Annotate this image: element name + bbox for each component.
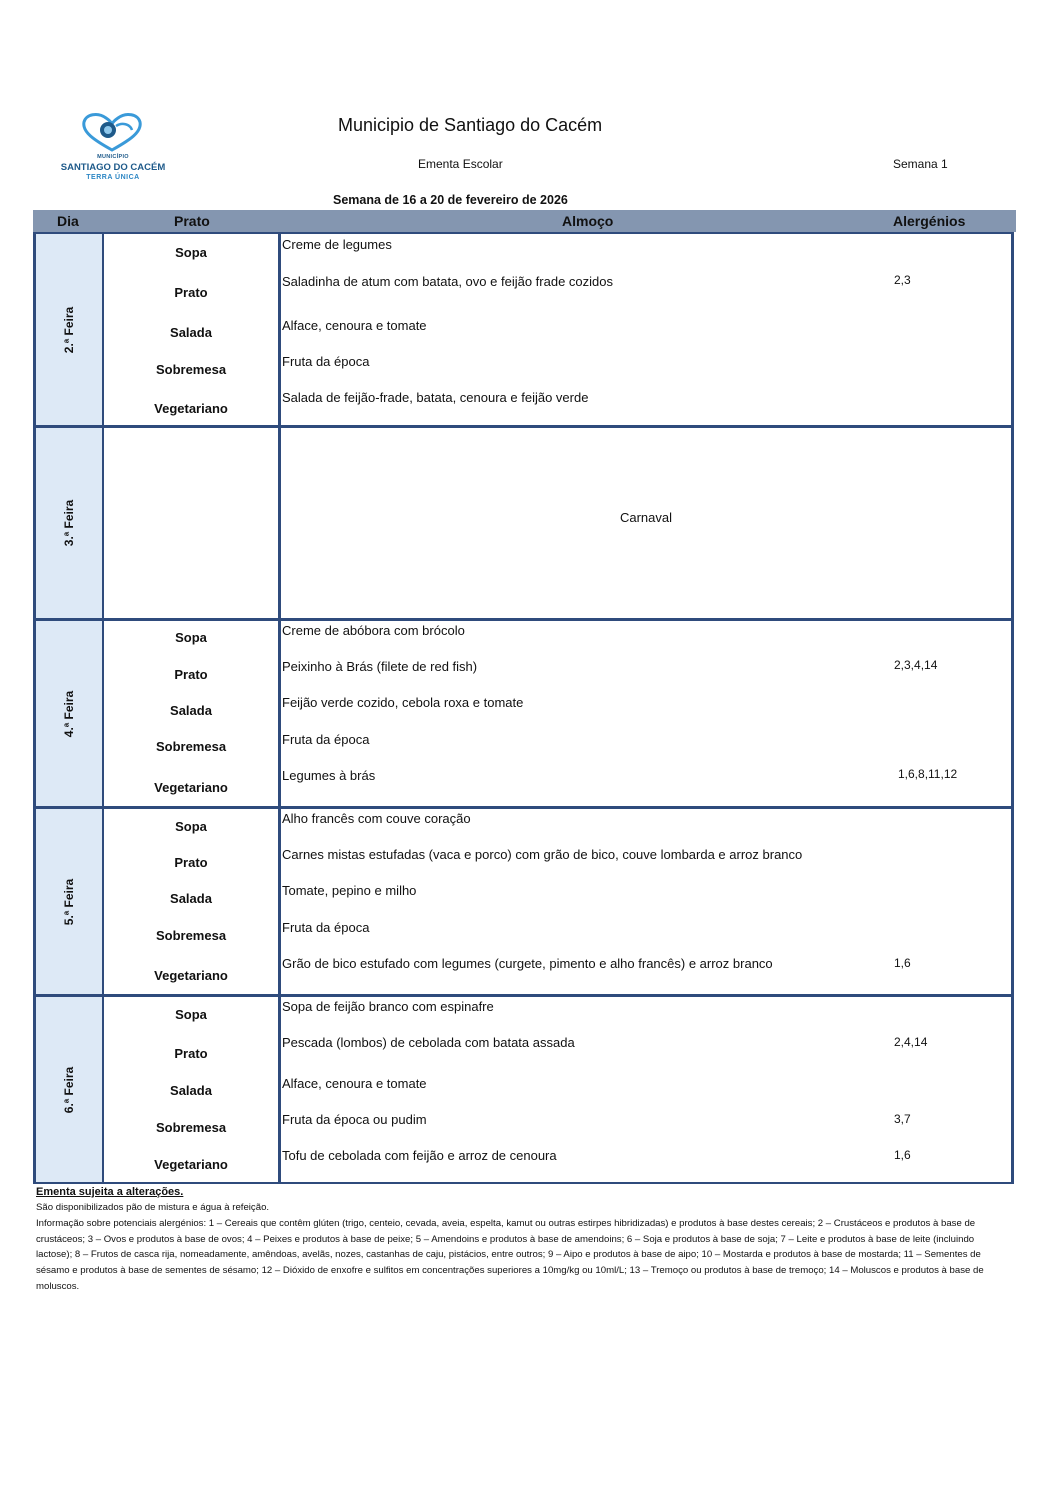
logo-municipio-text: MUNICÍPIO bbox=[97, 154, 129, 160]
footer-allergen-info: Informação sobre potenciais alergénios: 1 – Cereais que contêm glúten (trigo, centeio, cevada, aveia, espelta, kamut ou outras estirpes hibridizadas) e produtos à base destes cereais; 2 – Crustáceos e produtos à base de crustáceos; 3 – Ovos e produtos à base de ovos; 4 – Peixes e produtos à base de peixe; 5 – Amendoins e produtos à base de amendoins; 6 – Soja e produtos à base de soja; 7 – Leite e produtos à base de leite (incluindo lactose); 8 – Frutos de casca rija, nomeadamente, amêndoas, avelãs, nozes, castanhas de caju, pistácios, entre outros; 9 – Aipo e produtos à base de aipo; 10 – Mostarda e produtos à base de mostarda; 11 – Sementes de sésamo e produtos à base de sementes de sésamo; 12 – Dióxido de enxofre e sulfitos em concentrações superiores a 10mg/kg ou 10ml/L; 13 – Tremoço ou produtos à base de tremoço; 14 – Moluscos e produtos à base de moluscos. bbox=[36, 1217, 984, 1292]
heart-logo-icon bbox=[80, 112, 144, 152]
menu-item: Fruta da época bbox=[282, 920, 370, 935]
menu-item: Alface, cenoura e tomate bbox=[282, 1076, 427, 1091]
allergen-codes: 3,7 bbox=[894, 1112, 911, 1126]
day-label: 5.ª Feira bbox=[62, 878, 76, 925]
menu-item: Fruta da época bbox=[282, 354, 370, 369]
prato-label: Sopa bbox=[175, 630, 207, 645]
day-label: 2.ª Feira bbox=[62, 306, 76, 353]
day-label: 4.ª Feira bbox=[62, 690, 76, 737]
menu-item: Fruta da época bbox=[282, 732, 370, 747]
menu-item: Creme de abóbora com brócolo bbox=[282, 623, 465, 638]
allergen-codes: 1,6,8,11,12 bbox=[898, 767, 958, 781]
prato-label: Vegetariano bbox=[154, 1157, 228, 1172]
day-label: 6.ª Feira bbox=[62, 1066, 76, 1113]
prato-label: Sopa bbox=[175, 245, 207, 260]
holiday-note: Carnaval bbox=[619, 510, 673, 525]
day-label-cell bbox=[36, 234, 104, 425]
prato-label: Prato bbox=[174, 855, 208, 870]
prato-label: Sobremesa bbox=[155, 739, 227, 754]
menu-item: Carnes mistas estufadas (vaca e porco) com grão de bico, couve lombarda e arroz branco bbox=[282, 847, 803, 862]
day-label-cell bbox=[36, 621, 104, 806]
menu-item: Creme de legumes bbox=[282, 237, 392, 252]
prato-label: Vegetariano bbox=[154, 968, 228, 983]
logo-name-text: SANTIAGO DO CACÉM bbox=[60, 162, 166, 173]
prato-label: Salada bbox=[170, 325, 212, 340]
prato-label: Sobremesa bbox=[155, 362, 227, 377]
prato-label: Sobremesa bbox=[155, 1120, 227, 1135]
week-range: Semana de 16 a 20 de fevereiro de 2026 bbox=[333, 193, 568, 207]
prato-label: Prato bbox=[174, 285, 208, 300]
prato-label: Sopa bbox=[175, 1007, 207, 1022]
menu-item: Alho francês com couve coração bbox=[282, 811, 471, 826]
header-prato: Prato bbox=[174, 213, 210, 229]
menu-item: Saladinha de atum com batata, ovo e feijão frade cozidos bbox=[282, 274, 613, 289]
menu-item: Feijão verde cozido, cebola roxa e tomate bbox=[282, 695, 524, 710]
prato-label: Salada bbox=[170, 891, 212, 906]
day-label-cell bbox=[36, 809, 104, 994]
week-number: Semana 1 bbox=[893, 157, 948, 171]
menu-item: Peixinho à Brás (filete de red fish) bbox=[282, 659, 478, 674]
day-block-thursday bbox=[33, 807, 1014, 996]
menu-item: Pescada (lombos) de cebolada com batata assada bbox=[282, 1035, 575, 1050]
column-divider bbox=[278, 809, 281, 994]
menu-item: Alface, cenoura e tomate bbox=[282, 318, 427, 333]
column-divider bbox=[278, 234, 281, 425]
menu-item: Sopa de feijão branco com espinafre bbox=[282, 999, 494, 1014]
prato-label: Prato bbox=[174, 667, 208, 682]
menu-item: Fruta da época ou pudim bbox=[282, 1112, 427, 1127]
prato-label: Vegetariano bbox=[154, 401, 228, 416]
allergen-codes: 2,3,4,14 bbox=[894, 658, 938, 672]
menu-item: Tofu de cebolada com feijão e arroz de cenoura bbox=[282, 1148, 557, 1163]
header-alergenios: Alergénios bbox=[893, 213, 966, 229]
footer-notes bbox=[36, 1185, 1006, 1295]
day-label-cell bbox=[36, 428, 104, 618]
logo-tagline-text: TERRA ÚNICA bbox=[86, 174, 140, 181]
day-label-cell bbox=[36, 997, 104, 1182]
allergen-codes: 1,6 bbox=[894, 956, 911, 970]
menu-item: Legumes à brás bbox=[282, 768, 376, 783]
prato-label: Sopa bbox=[175, 819, 207, 834]
prato-label: Salada bbox=[170, 1083, 212, 1098]
menu-item: Tomate, pepino e milho bbox=[282, 883, 417, 898]
footer-bread-note: São disponibilizados pão de mistura e água à refeição. bbox=[36, 1202, 270, 1213]
page-title: Municipio de Santiago do Cacém bbox=[338, 115, 603, 135]
day-block-wednesday bbox=[33, 619, 1014, 808]
menu-item: Salada de feijão-frade, batata, cenoura e feijão verde bbox=[282, 390, 589, 405]
header-dia: Dia bbox=[57, 213, 79, 229]
table-header bbox=[33, 210, 1016, 232]
menu-item: Grão de bico estufado com legumes (curgete, pimento e alho francês) e arroz branco bbox=[282, 956, 773, 971]
prato-label: Vegetariano bbox=[154, 780, 228, 795]
allergen-codes: 2,3 bbox=[894, 273, 911, 287]
day-block-monday bbox=[33, 232, 1014, 427]
allergen-codes: 2,4,14 bbox=[894, 1035, 928, 1049]
day-block-tuesday bbox=[33, 426, 1014, 620]
page-subtitle: Ementa Escolar bbox=[418, 157, 503, 171]
footer-heading: Ementa sujeita a alterações. bbox=[36, 1186, 184, 1198]
prato-label: Salada bbox=[170, 703, 212, 718]
prato-label: Prato bbox=[174, 1046, 208, 1061]
column-divider bbox=[278, 997, 281, 1182]
header-almoco: Almoço bbox=[562, 213, 614, 229]
allergen-codes: 1,6 bbox=[894, 1148, 911, 1162]
day-block-friday bbox=[33, 995, 1014, 1184]
day-label: 3.ª Feira bbox=[62, 499, 76, 547]
column-divider bbox=[278, 621, 281, 806]
prato-label: Sobremesa bbox=[155, 928, 227, 943]
municipality-logo bbox=[52, 112, 174, 184]
